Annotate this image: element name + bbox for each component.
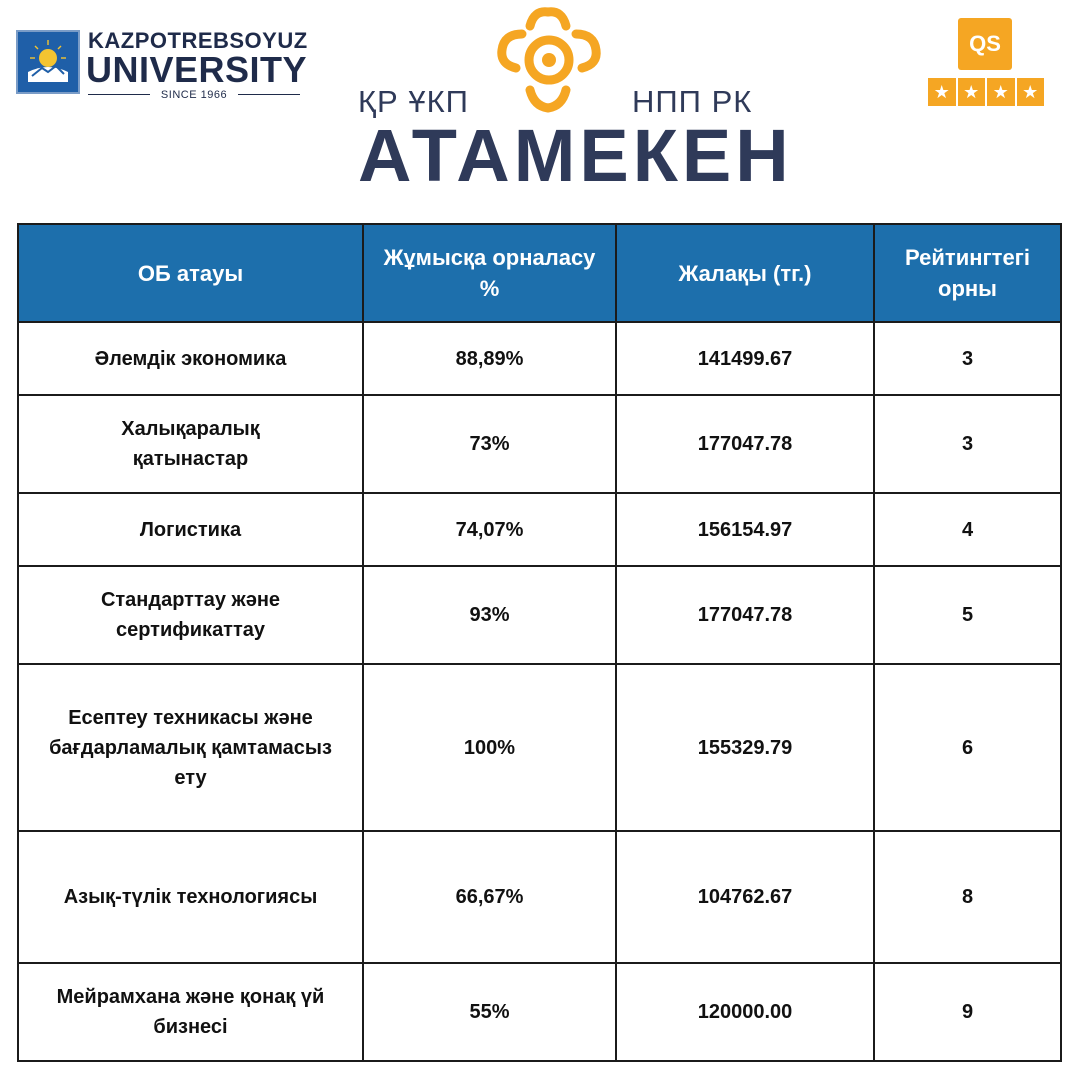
university-since [88,88,300,102]
qs-stars [928,78,1044,106]
star-icon: ★ [987,78,1015,106]
employment-rate: 55% [363,963,616,1061]
programs-table [17,223,1062,1062]
atameken-right-label: НПП РК [632,84,753,119]
rank-value: 8 [874,831,1061,963]
rank-value: 3 [874,322,1061,395]
table-row [18,395,1061,493]
university-name-top: KAZPOTREBSOYUZ [88,28,308,53]
program-name: Есептеу техникасы және бағдарламалық қамтамасыз ету [18,664,363,831]
rank-value: 9 [874,963,1061,1061]
table-row [18,664,1061,831]
column-header-salary: Жалақы (тг.) [616,224,874,322]
rank-value: 3 [874,395,1061,493]
salary-value: 104762.67 [616,831,874,963]
program-name: Стандарттау және сертификаттау [18,566,363,664]
table-row [18,831,1061,963]
rank-value: 6 [874,664,1061,831]
employment-rate: 74,07% [363,493,616,566]
atameken-knot-emblem-icon [490,4,608,116]
employment-rate: 66,67% [363,831,616,963]
program-name: Логистика [18,493,363,566]
qs-logo: QS [958,18,1012,70]
star-icon: ★ [1017,78,1045,106]
program-name: Әлемдік экономика [18,322,363,395]
employment-rate: 93% [363,566,616,664]
salary-value: 120000.00 [616,963,874,1061]
employment-rate: 73% [363,395,616,493]
table-row [18,963,1061,1061]
rank-value: 5 [874,566,1061,664]
atameken-logo [340,4,793,197]
column-header-name: ОБ атауы [18,224,363,322]
program-name: Азық-түлік технологиясы [18,831,363,963]
column-header-rank: Рейтингтегі орны [874,224,1061,322]
column-header-employment: Жұмысқа орналасу % [363,224,616,322]
salary-value: 141499.67 [616,322,874,395]
atameken-left-label: ҚР ҰКП [358,84,469,119]
salary-value: 177047.78 [616,395,874,493]
salary-value: 156154.97 [616,493,874,566]
rank-value: 4 [874,493,1061,566]
university-since-text: SINCE 1966 [160,89,228,101]
table-row [18,322,1061,395]
university-emblem-icon [16,30,80,94]
program-name: Халықаралық қатынастар [18,395,363,493]
atameken-title: АТАМЕКЕН [358,114,793,197]
qs-rating-badge [928,18,1044,108]
divider [238,94,300,95]
university-name-main: UNIVERSITY [86,49,308,90]
star-icon: ★ [928,78,956,106]
university-logo [16,28,308,101]
employment-rate: 100% [363,664,616,831]
table-row [18,493,1061,566]
table-header-row [18,224,1061,322]
salary-value: 155329.79 [616,664,874,831]
star-icon: ★ [958,78,986,106]
employment-rate: 88,89% [363,322,616,395]
table-row [18,566,1061,664]
program-name: Мейрамхана және қонақ үй бизнесі [18,963,363,1061]
salary-value: 177047.78 [616,566,874,664]
